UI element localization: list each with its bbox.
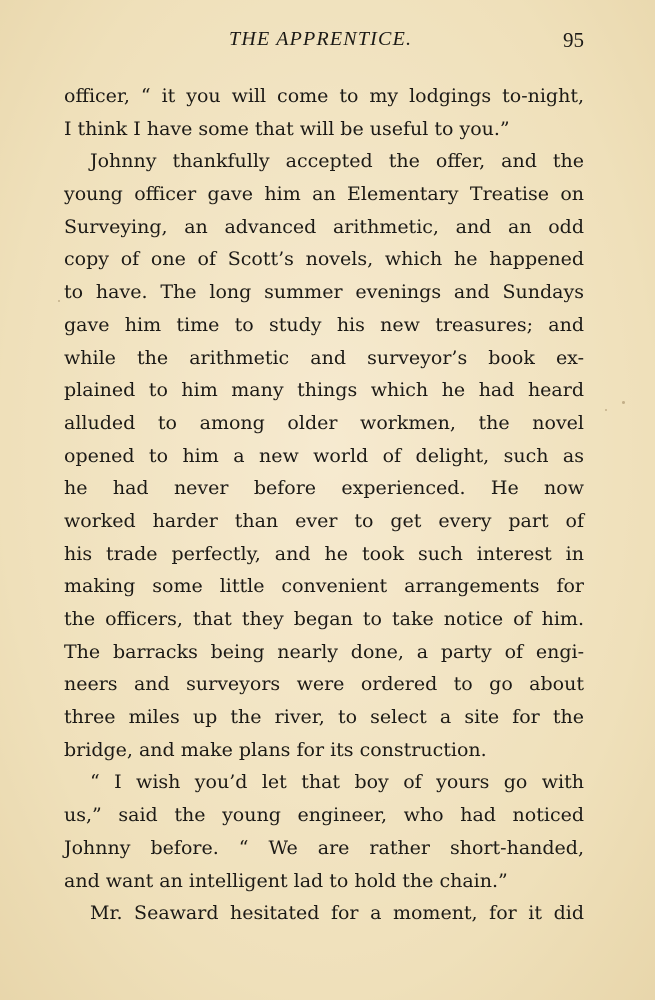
paper-speck — [605, 409, 607, 411]
text-line: alluded to among older workmen, the novel — [64, 411, 584, 434]
text-line: copy of one of Scott’s novels, which he happened — [64, 248, 584, 271]
text-line: while the arithmetic and surveyor’s book ex- — [64, 346, 584, 369]
text-line: officer, “ it you will come to my lodgings to-night, — [64, 85, 584, 107]
paper-speck — [622, 401, 625, 404]
text-line: three miles up the river, to select a site for the — [64, 706, 584, 729]
page-number: 95 — [563, 28, 584, 52]
text-line: Mr. Seaward hesitated for a moment, for it did — [90, 902, 584, 925]
text-line: to have. The long summer evenings and Sundays — [64, 281, 584, 304]
running-title: THE APPRENTICE. — [229, 28, 413, 50]
text-line: neers and surveyors were ordered to go about — [64, 673, 584, 696]
text-line: opened to him a new world of delight, such as — [64, 444, 584, 467]
text-line: us,” said the young engineer, who had noticed — [64, 804, 584, 827]
text-line: young officer gave him an Elementary Treatise on — [64, 183, 584, 206]
text-line: The barracks being nearly done, a party of engi- — [64, 640, 584, 663]
text-line: plained to him many things which he had heard — [64, 379, 584, 402]
text-line: Johnny thankfully accepted the offer, and the — [90, 150, 584, 173]
text-line: Surveying, an advanced arithmetic, and an odd — [64, 215, 584, 238]
running-head — [64, 28, 584, 56]
paper-speck — [58, 300, 60, 302]
body-text — [64, 80, 584, 930]
text-line: making some little convenient arrangements for — [64, 575, 584, 598]
text-line: bridge, and make plans for its construction. — [64, 738, 487, 761]
text-line: worked harder than ever to get every part of — [64, 509, 584, 532]
text-line: gave him time to study his new treasures; and — [64, 313, 584, 336]
text-line: he had never before experienced. He now — [64, 477, 584, 500]
text-line: Johnny before. “ We are rather short-handed, — [64, 836, 584, 859]
text-line: and want an intelligent lad to hold the chain.” — [64, 869, 508, 892]
text-line: the officers, that they began to take notice of him. — [64, 608, 584, 630]
text-line: his trade perfectly, and he took such interest in — [64, 542, 584, 565]
text-line: “ I wish you’d let that boy of yours go with — [90, 771, 584, 794]
text-line: I think I have some that will be useful to you.” — [64, 117, 510, 140]
